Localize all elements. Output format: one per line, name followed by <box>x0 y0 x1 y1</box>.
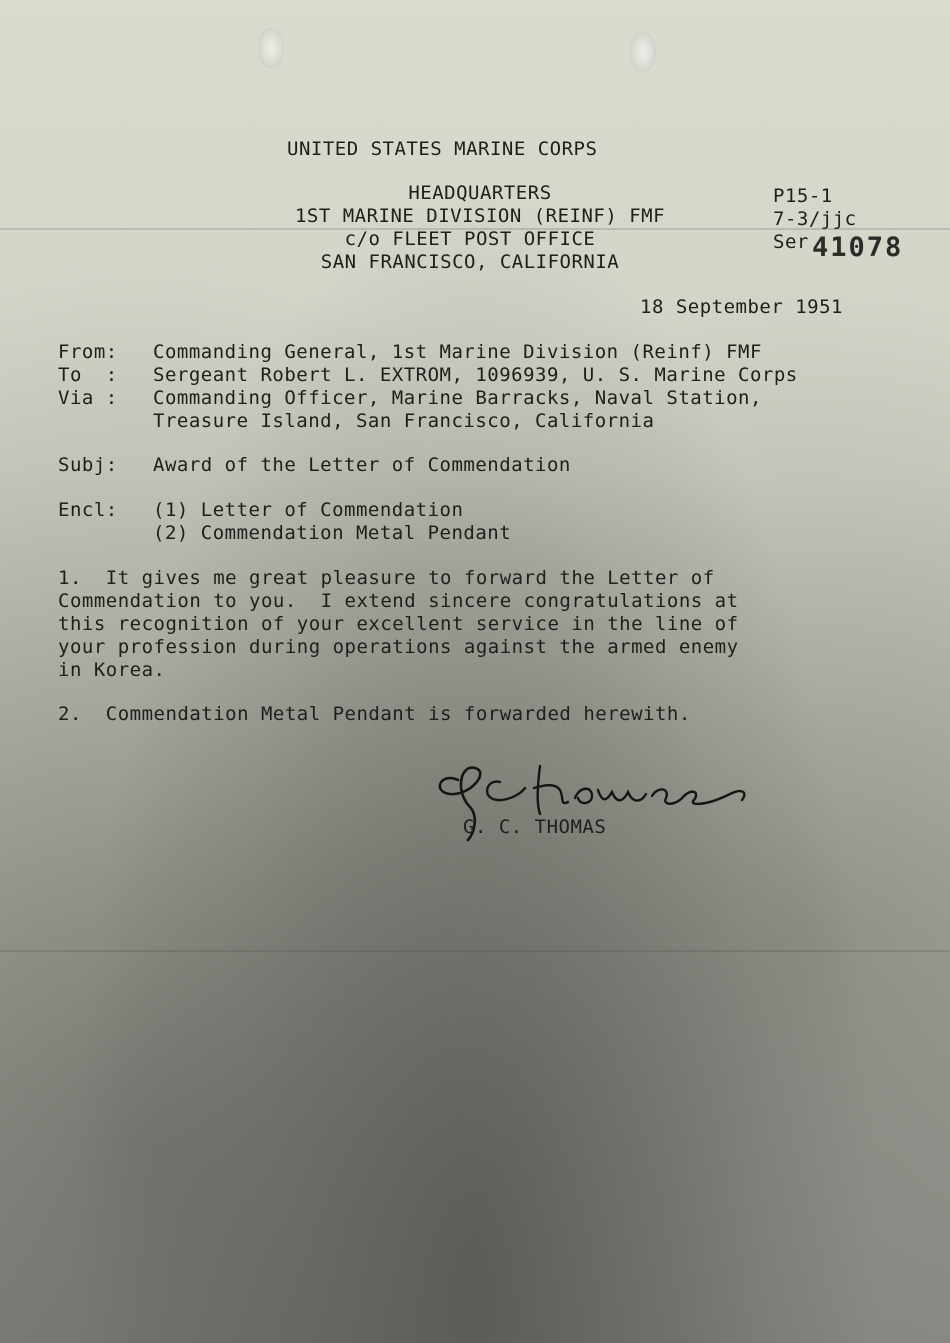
letterhead-line1: HEADQUARTERS <box>408 182 552 204</box>
file-ref-line2: 7-3/jjc <box>773 208 857 230</box>
body-para1-line: in Korea. <box>58 659 166 681</box>
letterhead-line2: 1ST MARINE DIVISION (REINF) FMF <box>294 205 666 227</box>
fold-line <box>0 950 950 952</box>
enclosure-label: Encl: <box>58 499 118 521</box>
letterhead-org: UNITED STATES MARINE CORPS <box>287 138 598 160</box>
serial-number: 41078 <box>812 232 904 263</box>
to-value: Sergeant Robert L. EXTROM, 1096939, U. S. Marine Corps <box>153 364 798 386</box>
body-para1-line: 1. It gives me great pleasure to forward the Letter of <box>58 567 715 589</box>
serial-prefix: Ser <box>773 231 809 253</box>
body-para2: 2. Commendation Metal Pendant is forwarded herewith. <box>58 703 691 725</box>
punch-hole <box>630 32 656 72</box>
letterhead-line4: SAN FRANCISCO, CALIFORNIA <box>320 251 620 273</box>
enclosure-item: (1) Letter of Commendation <box>153 499 464 521</box>
via-label: Via : <box>58 387 118 409</box>
subject-label: Subj: <box>58 454 118 476</box>
via-value-line2: Treasure Island, San Francisco, California <box>153 410 655 432</box>
to-label: To : <box>58 364 118 386</box>
letter-date: 18 September 1951 <box>640 296 843 318</box>
enclosure-item: (2) Commendation Metal Pendant <box>153 522 512 544</box>
file-ref-line1: P15-1 <box>773 185 833 207</box>
subject-value: Award of the Letter of Commendation <box>153 454 571 476</box>
from-label: From: <box>58 341 118 363</box>
from-value: Commanding General, 1st Marine Division (Reinf) FMF <box>153 341 762 363</box>
via-value-line1: Commanding Officer, Marine Barracks, Naval Station, <box>153 387 762 409</box>
typed-signature-name: G. C. THOMAS <box>463 816 607 838</box>
punch-hole <box>258 28 284 68</box>
body-para1-line: this recognition of your excellent service in the line of <box>58 613 739 635</box>
body-para1-line: your profession during operations against the armed enemy <box>58 636 739 658</box>
letterhead-line3: c/o FLEET POST OFFICE <box>344 228 596 250</box>
body-para1-line: Commendation to you. I extend sincere congratulations at <box>58 590 739 612</box>
